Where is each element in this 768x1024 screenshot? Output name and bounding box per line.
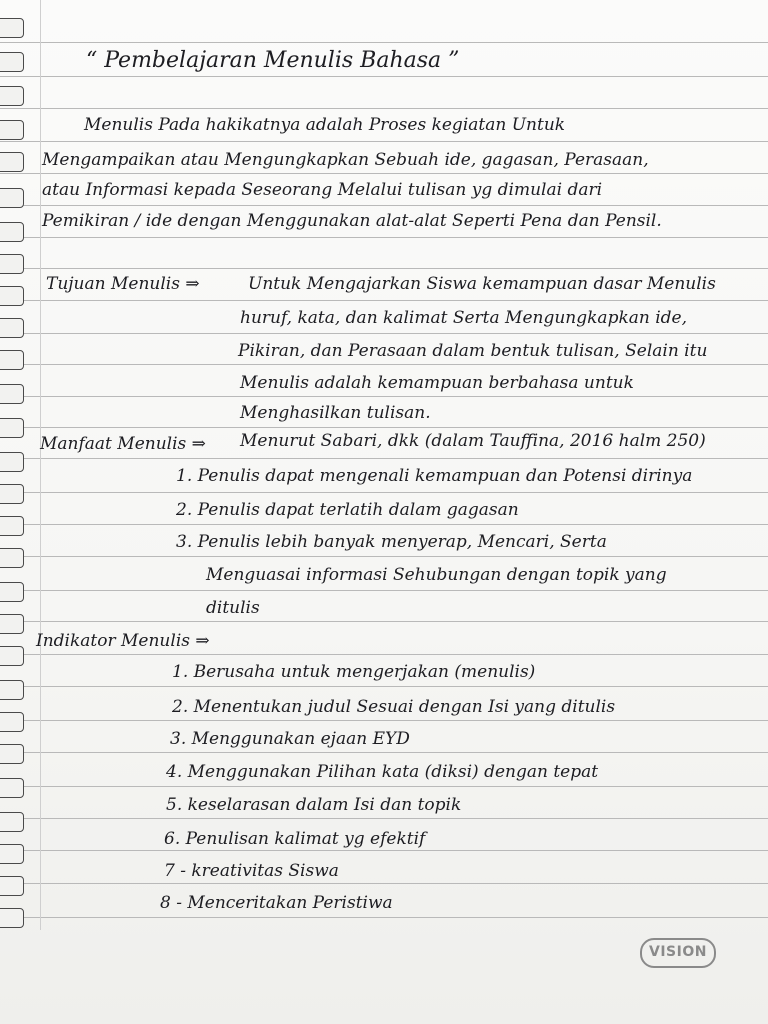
rule-line [0,850,768,851]
binder-hole [0,188,24,208]
vision-watermark: VISION [640,938,716,968]
indikator-label: Indikator Menulis ⇒ [36,631,210,651]
indikator-line: 3. Menggunakan ejaan EYD [170,729,410,749]
rule-line [0,141,768,142]
binder-hole [0,812,24,832]
tujuan-line: Menghasilkan tulisan. [240,403,431,423]
binder-hole [0,350,24,370]
rule-line [0,786,768,787]
indikator-line: 5. keselarasan dalam Isi dan topik [166,795,462,815]
manfaat-line: 3. Penulis lebih banyak menyerap, Mencari, Serta [176,532,607,552]
manfaat-label: Manfaat Menulis ⇒ [40,434,206,454]
manfaat-source: Menurut Sabari, dkk (dalam Tauffina, 2016 halm 250) [240,431,706,451]
binder-hole [0,52,24,72]
tujuan-label: Tujuan Menulis ⇒ [46,274,200,294]
rule-line [0,883,768,884]
paragraph-line: atau Informasi kepada Seseorang Melalui tulisan yg dimulai dari [42,180,603,200]
binder-hole [0,516,24,536]
binder-hole [0,582,24,602]
indikator-line: 8 - Menceritakan Peristiwa [160,893,393,913]
binder-hole [0,744,24,764]
manfaat-line: 2. Penulis dapat terlatih dalam gagasan [176,500,519,520]
indikator-line: 6. Penulisan kalimat yg efektif [164,829,426,849]
rule-line [0,917,768,918]
binder-hole [0,452,24,472]
rule-line [0,42,768,43]
binder-hole [0,908,24,928]
rule-line [0,686,768,687]
binder-hole [0,254,24,274]
indikator-line: 2. Menentukan judul Sesuai dengan Isi yang ditulis [172,697,616,717]
tujuan-line: Menulis adalah kemampuan berbahasa untuk [240,373,634,393]
rule-line [0,752,768,753]
indikator-line: 1. Berusaha untuk mengerjakan (menulis) [172,662,536,682]
rule-line [0,300,768,301]
paragraph-line: Menulis Pada hakikatnya adalah Proses kegiatan Untuk [84,115,566,135]
tujuan-line: huruf, kata, dan kalimat Serta Mengungkapkan ide, [240,308,688,328]
margin-line [40,0,41,930]
binder-hole [0,646,24,666]
binder-hole [0,418,24,438]
rule-line [0,720,768,721]
tujuan-line: Untuk Mengajarkan Siswa kemampuan dasar Menulis [248,274,716,294]
page-title: “ Pembelajaran Menulis Bahasa ” [86,48,460,73]
rule-line [0,556,768,557]
rule-line [0,654,768,655]
binder-hole [0,318,24,338]
binder-hole [0,844,24,864]
indikator-line: 4. Menggunakan Pilihan kata (diksi) dengan tepat [166,762,599,782]
rule-line [0,108,768,109]
rule-line [0,173,768,174]
indikator-line: 7 - kreativitas Siswa [164,861,339,881]
manfaat-line: 1. Penulis dapat mengenali kemampuan dan Potensi dirinya [176,466,693,486]
manfaat-line: ditulis [206,598,260,618]
binder-hole [0,680,24,700]
tujuan-line: Pikiran, dan Perasaan dalam bentuk tulisan, Selain itu [238,341,708,361]
rule-line [0,458,768,459]
binder-hole [0,614,24,634]
rule-line [0,364,768,365]
binder-hole [0,778,24,798]
rule-line [0,333,768,334]
rule-line [0,427,768,428]
binder-hole [0,384,24,404]
paragraph-line: Pemikiran / ide dengan Menggunakan alat-alat Seperti Pena dan Pensil. [42,211,662,231]
binder-hole [0,484,24,504]
rule-line [0,237,768,238]
rule-line [0,818,768,819]
binder-hole [0,222,24,242]
rule-line [0,492,768,493]
rule-line [0,396,768,397]
manfaat-line: Menguasai informasi Sehubungan dengan topik yang [206,565,667,585]
rule-line [0,524,768,525]
binder-hole [0,18,24,38]
binder-hole [0,876,24,896]
rule-line [0,268,768,269]
rule-line [0,205,768,206]
binder-hole [0,120,24,140]
binder-hole [0,86,24,106]
binder-hole [0,548,24,568]
binder-hole [0,712,24,732]
paragraph-line: Mengampaikan atau Mengungkapkan Sebuah ide, gagasan, Perasaan, [42,150,649,170]
rule-line [0,76,768,77]
binder-hole [0,286,24,306]
binder-hole [0,152,24,172]
rule-line [0,590,768,591]
rule-line [0,621,768,622]
